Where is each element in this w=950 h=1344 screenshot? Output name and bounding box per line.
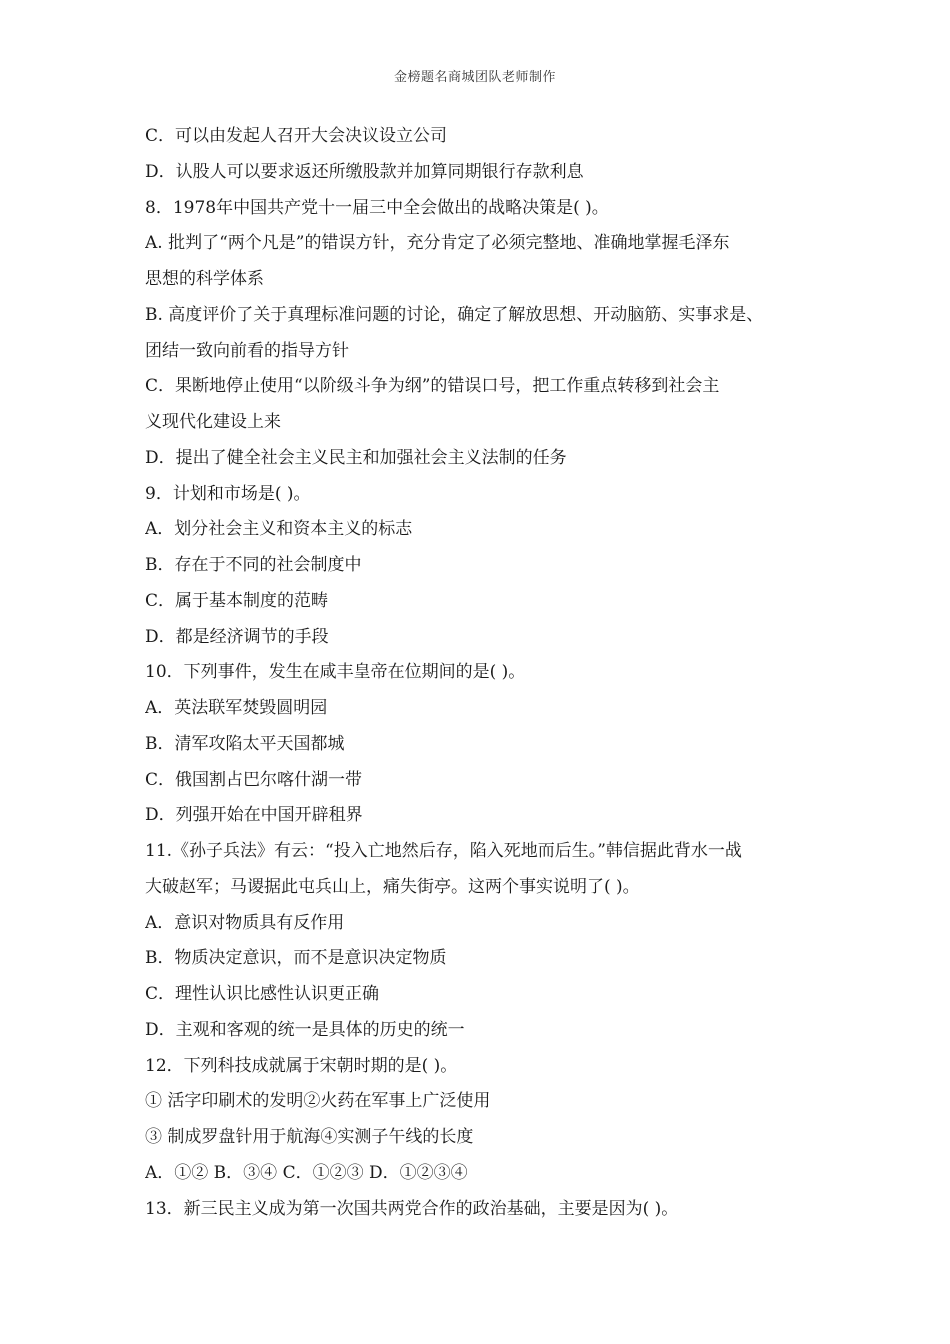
- text-line: ① 活字印刷术的发明②火药在军事上广泛使用: [145, 1091, 491, 1112]
- text-line: 团结一致向前看的指导方针: [145, 340, 349, 361]
- text-line: D．主观和客观的统一是具体的历史的统一: [145, 1019, 465, 1040]
- text-line: D．列强开始在中国开辟租界: [145, 805, 363, 826]
- text-line: B．清军攻陷太平天国都城: [145, 733, 345, 754]
- document-body: [145, 119, 813, 1227]
- text-line: C．果断地停止使用“以阶级斗争为纲”的错误口号，把工作重点转移到社会主: [145, 376, 720, 397]
- text-line: A．①② B．③④ C．①②③ D．①②③④: [145, 1162, 468, 1183]
- question-9: 9．计划和市场是( )。: [145, 483, 311, 504]
- page-header: 金榜题名商城团队老师制作: [393, 70, 556, 85]
- text-line: 大破赵军；马谡据此屯兵山上，痛失街亭。这两个事实说明了( )。: [145, 876, 640, 897]
- text-line: 义现代化建设上来: [145, 412, 281, 432]
- text-line: A．意识对物质具有反作用: [145, 912, 345, 933]
- question-13: 13．新三民主义成为第一次国共两党合作的政治基础，主要是因为( )。: [145, 1198, 679, 1219]
- text-line: D．提出了健全社会主义民主和加强社会主义法制的任务: [145, 447, 567, 468]
- text-line: B．存在于不同的社会制度中: [145, 555, 362, 575]
- question-12: 12．下列科技成就属于宋朝时期的是( )。: [145, 1055, 458, 1076]
- text-line: ③ 制成罗盘针用于航海④实测子午线的长度: [145, 1127, 474, 1147]
- text-line: B．物质决定意识，而不是意识决定物质: [145, 948, 447, 969]
- text-line: C．俄国割占巴尔喀什湖一带: [145, 769, 363, 790]
- text-line: C．理性认识比感性认识更正确: [145, 984, 380, 1004]
- text-line: 思想的科学体系: [145, 269, 264, 289]
- text-line: D．认股人可以要求返还所缴股款并加算同期银行存款利息: [145, 161, 584, 182]
- text-line: A．划分社会主义和资本主义的标志: [145, 519, 413, 540]
- text-line: A. 批判了“两个凡是”的错误方针，充分肯定了必须完整地、准确地掌握毛泽东: [145, 233, 730, 254]
- question-11: 11.《孙子兵法》有云：“投入亡地然后存，陷入死地而后生。”韩信据此背水一战: [145, 841, 742, 861]
- text-line: C．可以由发起人召开大会决议设立公司: [145, 126, 448, 146]
- text-line: C．属于基本制度的范畴: [145, 590, 329, 611]
- text-line: B. 高度评价了关于真理标准问题的讨论，确定了解放思想、开动脑筋、实事求是、: [145, 304, 764, 325]
- text-line: D．都是经济调节的手段: [145, 626, 329, 647]
- question-8: 8．1978年中国共产党十一届三中全会做出的战略决策是( )。: [145, 197, 609, 218]
- text-line: A．英法联军焚毁圆明园: [145, 698, 328, 718]
- question-10: 10．下列事件，发生在咸丰皇帝在位期间的是( )。: [145, 662, 526, 683]
